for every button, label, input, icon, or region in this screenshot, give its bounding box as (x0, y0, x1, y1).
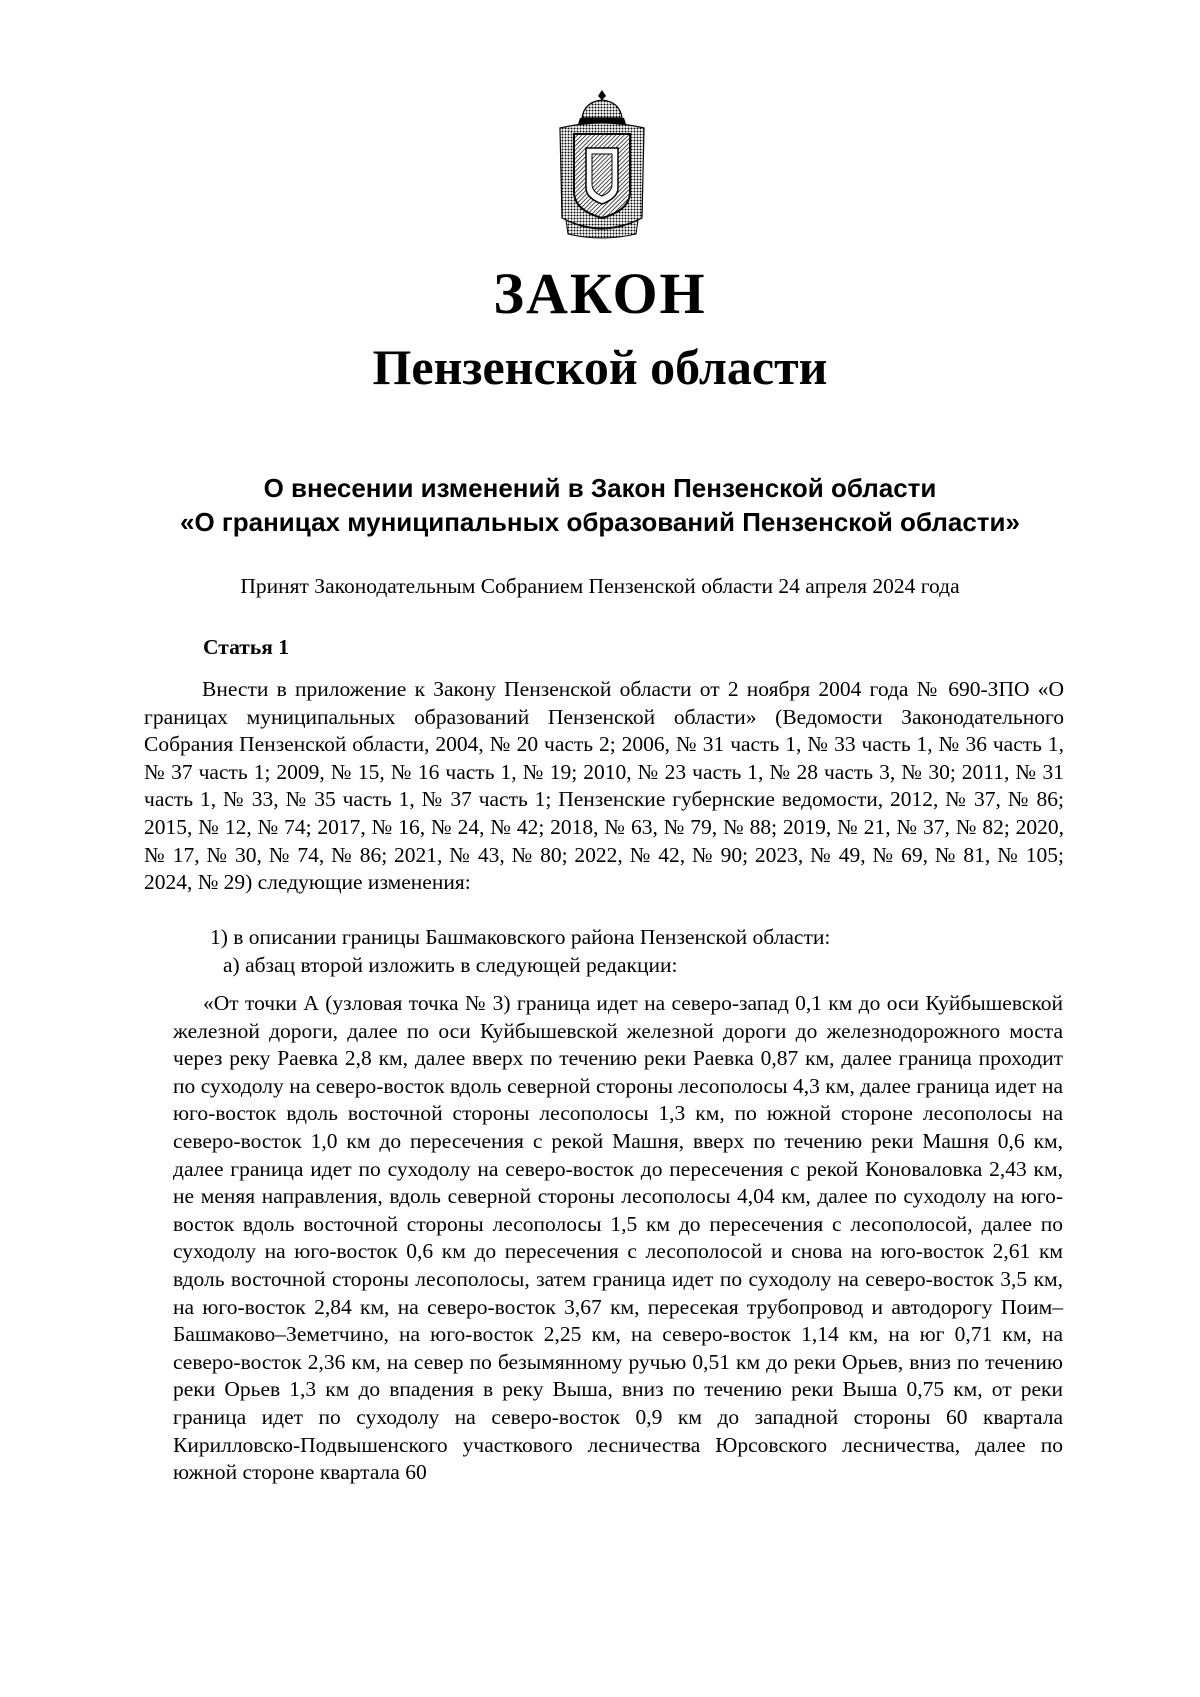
boundary-description-paragraph: «От точки А (узловая точка № 3) граница идет на северо-запад 0,1 км до оси Куйбышевской железной дороги, далее по оси Куйбышевской железной дороги до железнодорожного моста через реку Раевка 2,8 км, далее вверх по течению реки Раевка 0,87 км, далее граница проходит по суходолу на северо-восток вдоль северной стороны лесополосы 4,3 км, далее граница идет на юго-восток вдоль восточной стороны лесополосы 1,3 км, по южной стороне лесополосы на северо-восток 1,0 км до пересечения с рекой Машня, вверх по течению реки Машня 0,6 км, далее граница идет по суходолу на северо-восток до пересечения с рекой Коноваловка 2,43 км, не меняя направления, вдоль северной стороны лесополосы 4,04 км, далее по суходолу на юго-восток вдоль восточной стороны лесополосы 1,5 км до пересечения с лесополосой, далее по суходолу на юго-восток 0,6 км до пересечения с лесополосой и снова на юго-восток 2,61 км вдоль восточной стороны лесополосы, затем граница идет по суходолу на северо-восток 3,5 км, на юго-восток 2,84 км, на северо-восток 3,67 км, пересекая трубопровод и автодорогу Поим–Башмаково–Земетчино, на юго-восток 2,25 км, на северо-восток 1,14 км, на юг 0,71 км, на северо-восток 2,36 км, на север по безымянному ручью 0,51 км до реки Орьев, вниз по течению реки Орьев 1,3 км до впадения в реку Выша, вниз по течению реки Выша 0,75 км, от реки граница идет по суходолу на северо-восток 0,9 км до западной стороны 60 квартала Кирилловско-Подвышенского участкового лесничества Юрсовского лесничества, далее по южной стороне квартала 60 (173, 991, 1063, 1485)
law-title-line-2: «О границах муниципальных образований Пензенской области» (180, 507, 1020, 537)
document-region: Пензенской области (372, 339, 828, 395)
article-intro-paragraph: Внести в приложение к Закону Пензенской области от 2 ноября 2004 года № 690-ЗПО «О границах муниципальных образований Пензенской области» (Ведомости Законодательного Собрания Пензенской области, 2004, № 20 часть 2; 2006, № 31 часть 1, № 33 часть 1, № 36 часть 1, № 37 часть 1; 2009, № 15, № 16 часть 1, № 19; 2010, № 23 часть 1, № 28 часть 3, № 30; 2011, № 31 часть 1, № 33, № 35 часть 1, № 37 часть 1; Пензенские губернские ведомости, 2012, № 37, № 86; 2015, № 12, № 74; 2017, № 16, № 24, № 42; 2018, № 63, № 79, № 88; 2019, № 21, № 37, № 82; 2020, № 17, № 30, № 74, № 86; 2021, № 43, № 80; 2022, № 42, № 90; 2023, № 49, № 69, № 81, № 105; 2024, № 29) следующие изменения: (144, 677, 1064, 895)
law-title (0, 471, 1200, 539)
adoption-note: Принят Законодательным Собранием Пензенской области 24 апреля 2024 года (240, 574, 960, 598)
law-title-line-1: О внесении изменений в Закон Пензенской области (263, 473, 937, 503)
coat-of-arms-icon (552, 88, 652, 240)
list-item-1: 1) в описании границы Башмаковского района Пензенской области: (210, 925, 831, 949)
list-subitem-a: а) абзац второй изложить в следующей редакции: (223, 953, 678, 977)
article-heading: Статья 1 (203, 635, 289, 659)
document-title: ЗАКОН (493, 261, 707, 326)
